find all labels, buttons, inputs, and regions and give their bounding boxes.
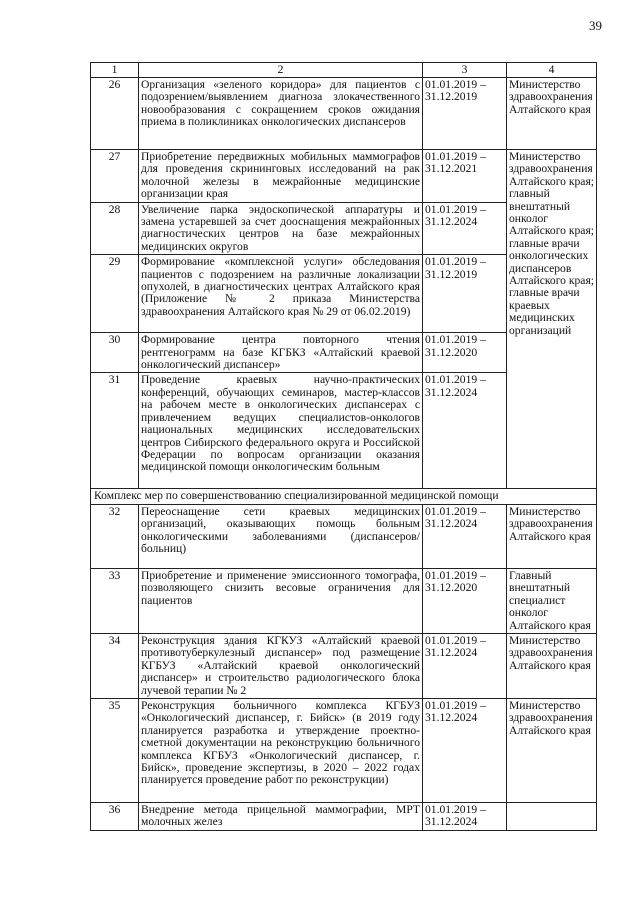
row-responsible: Министерство здравоохранения Алтайского края [507,504,597,568]
row-description: Организация «зеленого коридора» для пациентов с подозрением/выявлением диагноза злокачественного новообразования с сокращением сроков ожидания приема в поликлиниках онкологических диспансеров [139,78,423,150]
row-description: Реконструкция здания КГКУЗ «Алтайский краевой противотуберкулезный диспансер» под размещение КГБУЗ «Алтайский краевой онкологический диспансер» и строительство радиологического блока лучевой терапии № 2 [139,633,423,698]
row-number: 32 [91,504,139,568]
table-row [91,802,597,830]
section-row [91,489,597,504]
row-number: 34 [91,633,139,698]
row-period: 01.01.2019 – 31.12.2021 [423,150,507,203]
row-description: Приобретение и применение эмиссионного томографа, позволяющего снизить весовые ограничения для пациентов [139,568,423,633]
header-col-2: 2 [139,63,423,78]
row-number: 28 [91,202,139,255]
row-description: Проведение краевых научно-практических конференций, обучающих семинаров, мастер-классов на рабочем месте в онкологических диспансерах с привлечением ведущих специалистов-онкологов национальных медицинских исследовательских центров Сибирского федерального округа и Российской Федерации по вопросам организации оказания медицинской помощи онкологическим больным [139,373,423,489]
row-period: 01.01.2019 – 31.12.2024 [423,504,507,568]
row-period: 01.01.2019 – 31.12.2024 [423,373,507,489]
row-number: 27 [91,150,139,203]
row-number: 30 [91,333,139,373]
header-col-4: 4 [507,63,597,78]
row-period: 01.01.2019 – 31.12.2024 [423,802,507,830]
table-row [91,504,597,568]
row-period: 01.01.2019 – 31.12.2020 [423,568,507,633]
row-period: 01.01.2019 – 31.12.2024 [423,633,507,698]
row-responsible: Министерство здравоохранения Алтайского края; главный внештатный онколог Алтайского края; главные врачи онкологических диспансеров Алтайского края; главные врачи краевых медицинских организаций [507,150,597,489]
table-row [91,150,597,203]
row-description: Формирование «комплексной услуги» обследования пациентов с подозрением на различные локализации опухолей, в диагностических центрах Алтайского края (Приложение № 2 приказа Министерства здравоохранения Алтайского края № 29 от 06.02.2019) [139,255,423,333]
table-row [91,698,597,802]
row-responsible: Министерство здравоохранения Алтайского края [507,633,597,698]
row-period: 01.01.2019 – 31.12.2024 [423,202,507,255]
row-responsible: Министерство здравоохранения Алтайского края [507,698,597,802]
row-description: Увеличение парка эндоскопической аппаратуры и замена устаревшей за счет дооснащения межрайонных диагностических центров на базе межрайонных медицинских округов [139,202,423,255]
row-responsible [507,802,597,830]
row-responsible: Главный внештатный специалист онколог Алтайского края [507,568,597,633]
table-row [91,568,597,633]
section-title: Комплекс мер по совершенствованию специализированной медицинской помощи [91,489,597,504]
row-description: Переоснащение сети краевых медицинских организаций, оказывающих помощь больным онкологическими заболеваниями (диспансеров/больниц) [139,504,423,568]
row-description: Реконструкция больничного комплекса КГБУЗ «Онкологический диспансер, г. Бийск» (в 2019 году планируется разработка и утверждение проектно-сметной документации на реконструкцию больничного комплекса КГБУЗ «Онкологический диспансер, г. Бийск», проведение экспертизы, в 2020 – 2022 годах планируется проведение работ по реконструкции) [139,698,423,802]
row-description: Приобретение передвижных мобильных маммографов для проведения скрининговых исследований на рак молочной железы в межрайонные медицинские организации края [139,150,423,203]
measures-table [90,62,597,831]
row-number: 36 [91,802,139,830]
row-number: 35 [91,698,139,802]
table-row [91,633,597,698]
row-period: 01.01.2019 – 31.12.2024 [423,698,507,802]
table-header-row [91,63,597,78]
header-col-1: 1 [91,63,139,78]
row-description: Формирование центра повторного чтения рентгенограмм на базе КГБКЗ «Алтайский краевой онкологический диспансер» [139,333,423,373]
page-number: 39 [589,18,602,33]
row-number: 31 [91,373,139,489]
row-number: 29 [91,255,139,333]
row-number: 26 [91,78,139,150]
row-description: Внедрение метода прицельной маммографии, МРТ молочных желез [139,802,423,830]
row-responsible: Министерство здравоохранения Алтайского края [507,78,597,150]
row-period: 01.01.2019 – 31.12.2019 [423,255,507,333]
row-period: 01.01.2019 – 31.12.2020 [423,333,507,373]
row-period: 01.01.2019 – 31.12.2019 [423,78,507,150]
table-row [91,78,597,150]
header-col-3: 3 [423,63,507,78]
row-number: 33 [91,568,139,633]
